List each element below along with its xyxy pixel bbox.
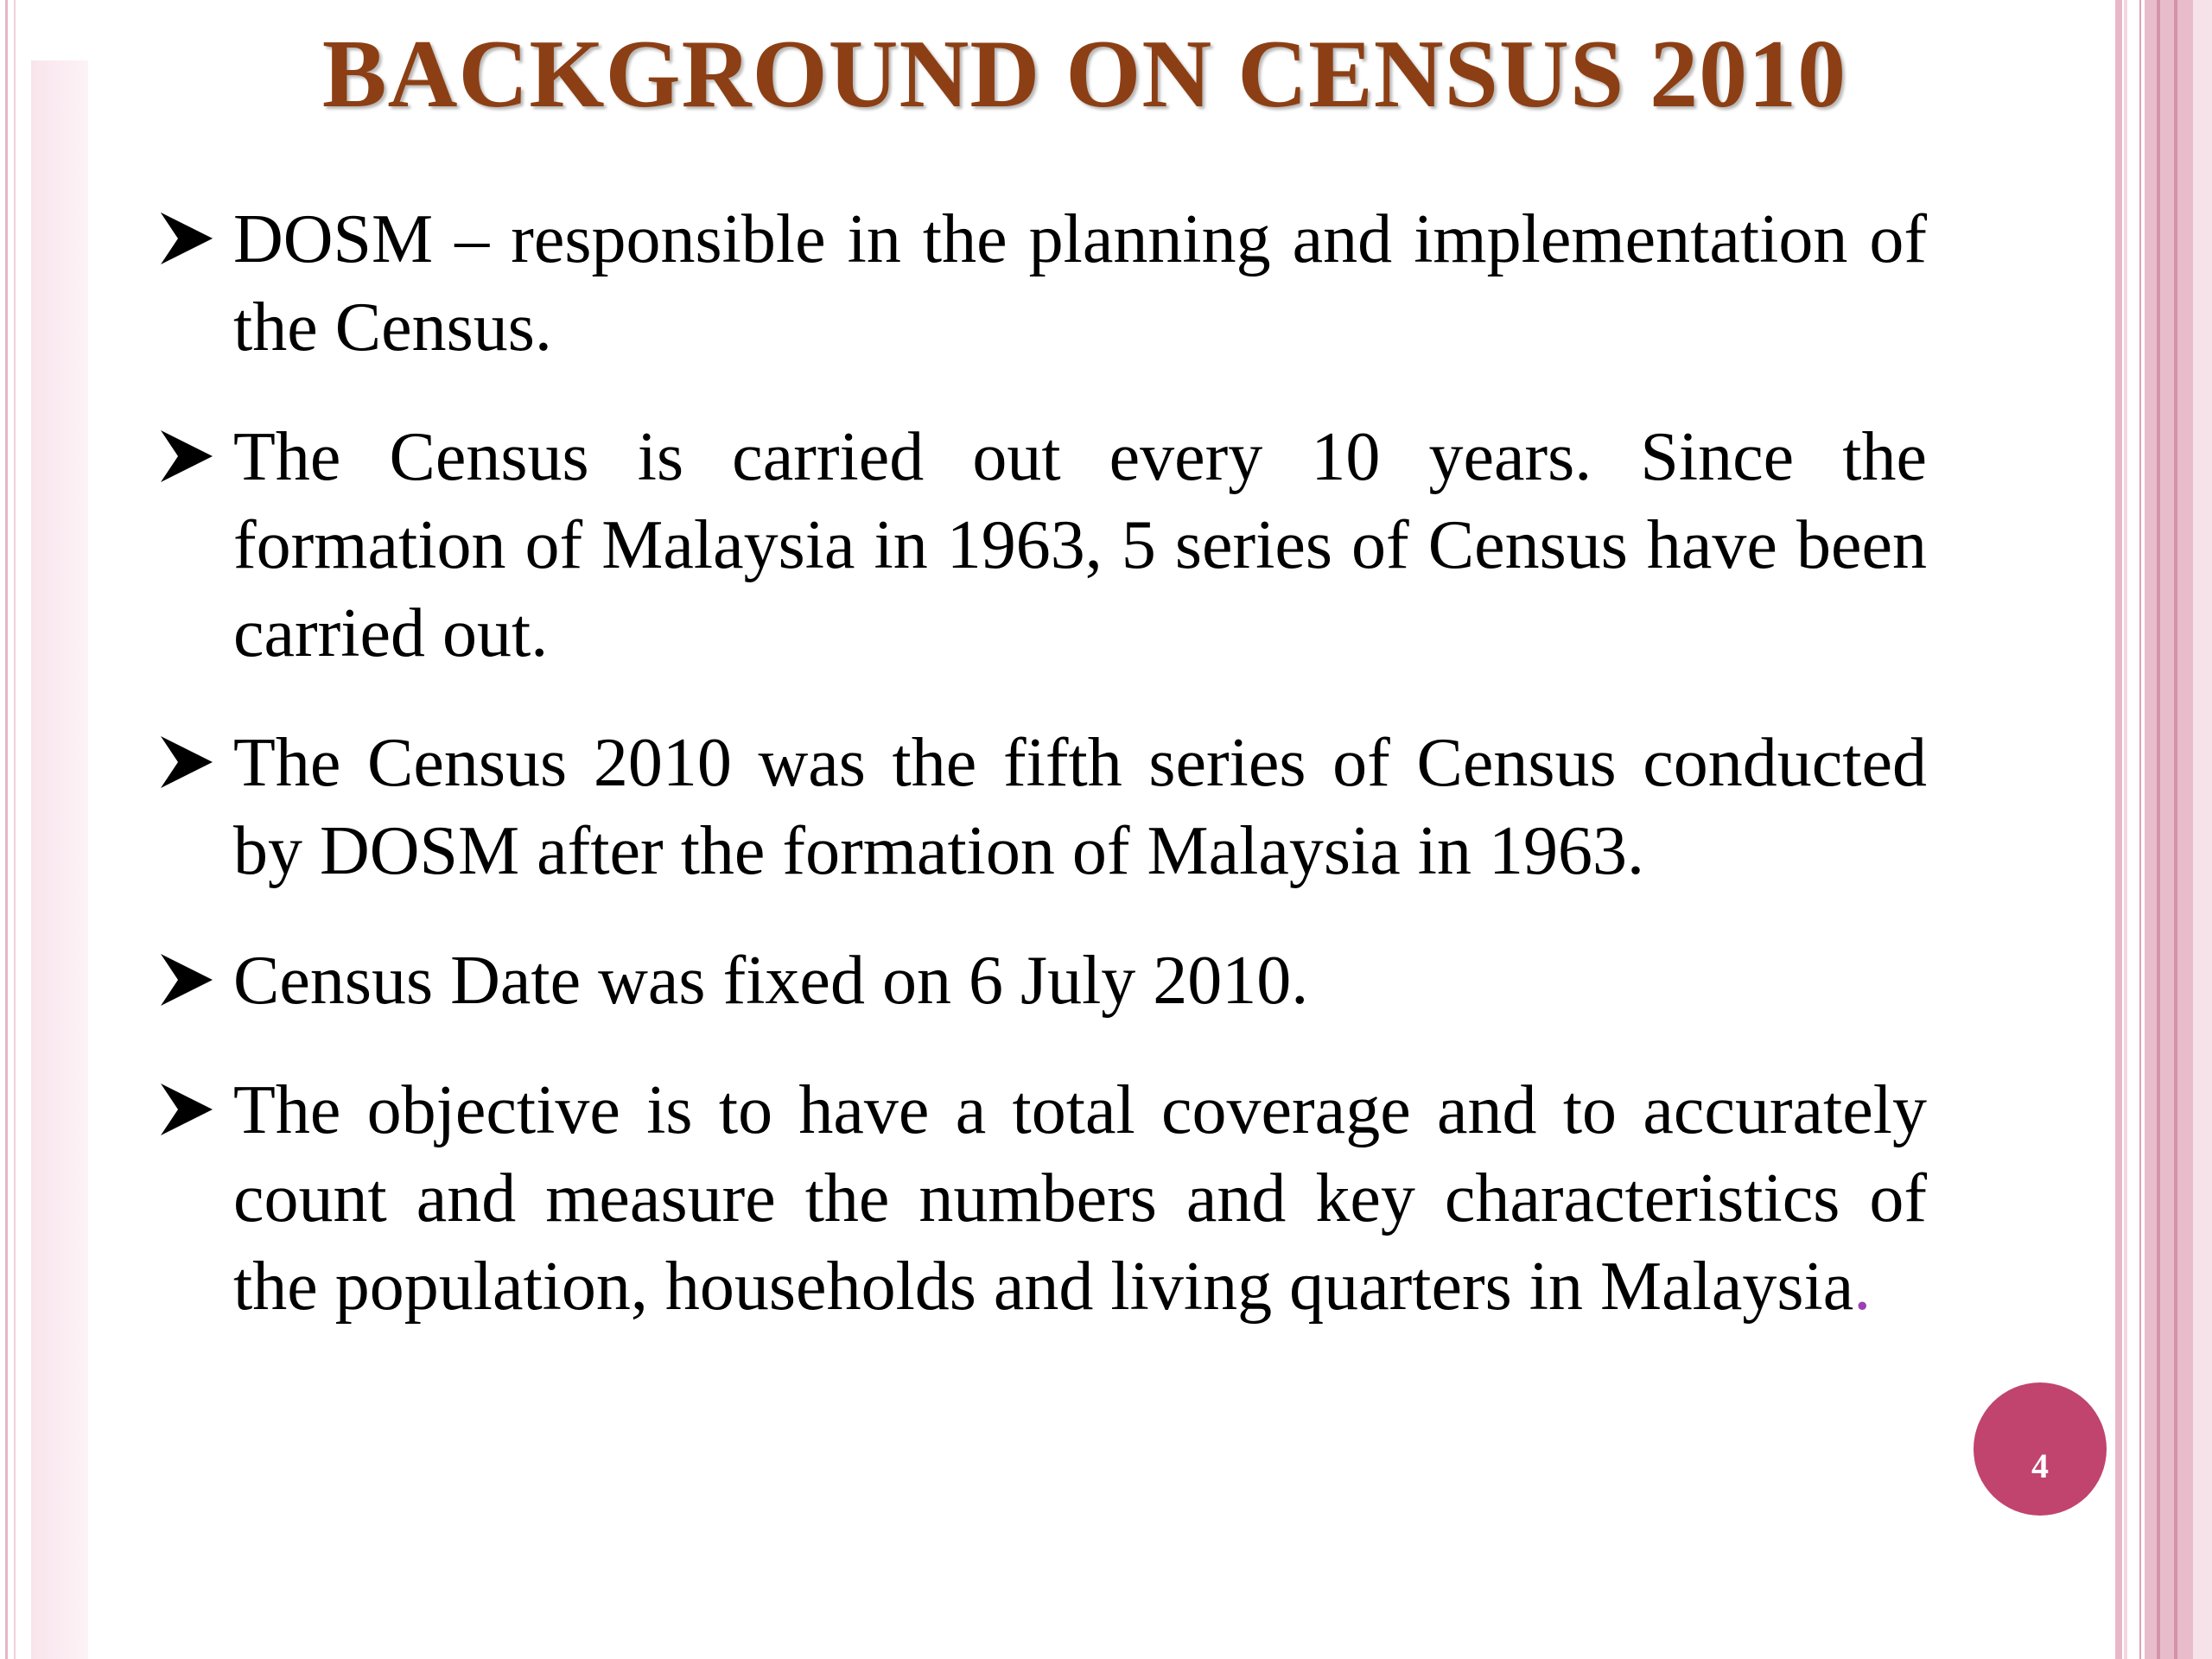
arrowhead-bullet-icon [156, 425, 218, 487]
bullet-item [156, 413, 1927, 677]
bullet-text: Census Date was fixed on 6 July 2010. [233, 943, 1309, 1019]
bullet-text: The objective is to have a total coverage and to accurately count and measure the numbers and key characteristics of the population, households and living quarters in Malaysia [233, 1072, 1927, 1325]
left-border-line [5, 0, 8, 1659]
bullet-item [156, 1066, 1927, 1331]
page-number-badge: 4 [1974, 1382, 2107, 1516]
bullet-list [156, 195, 1927, 1372]
slide-title: BACKGROUND ON CENSUS 2010 [321, 21, 1847, 128]
arrowhead-bullet-icon [156, 1078, 218, 1141]
bullet-text: The Census 2010 was the fifth series of Census conducted by DOSM after the formation of Malaysia in 1963. [233, 725, 1927, 889]
right-decor-stripe [2139, 0, 2141, 1659]
right-decor-stripe [2157, 0, 2160, 1659]
left-border-line-inner [14, 0, 16, 1659]
right-decor-stripe [2174, 0, 2177, 1659]
bullet-text: DOSM – responsible in the planning and implementation of the Census. [233, 201, 1927, 365]
arrowhead-bullet-icon [156, 207, 218, 270]
right-decor-stripe [2193, 0, 2212, 1659]
bullet-trailing-dot: . [1853, 1249, 1872, 1325]
bullet-text: The Census is carried out every 10 years. Since the formation of Malaysia in 1963, 5 series of Census have been carried out. [233, 419, 1927, 671]
bullet-item [156, 719, 1927, 895]
bullet-item [156, 937, 1927, 1025]
bullet-item [156, 195, 1927, 372]
left-decor-panel [31, 60, 88, 1659]
right-decor-stripe [2115, 0, 2122, 1659]
right-decor-band [2145, 0, 2193, 1659]
arrowhead-bullet-icon [156, 731, 218, 793]
right-decor-stripe [2124, 0, 2127, 1659]
arrowhead-bullet-icon [156, 949, 218, 1011]
